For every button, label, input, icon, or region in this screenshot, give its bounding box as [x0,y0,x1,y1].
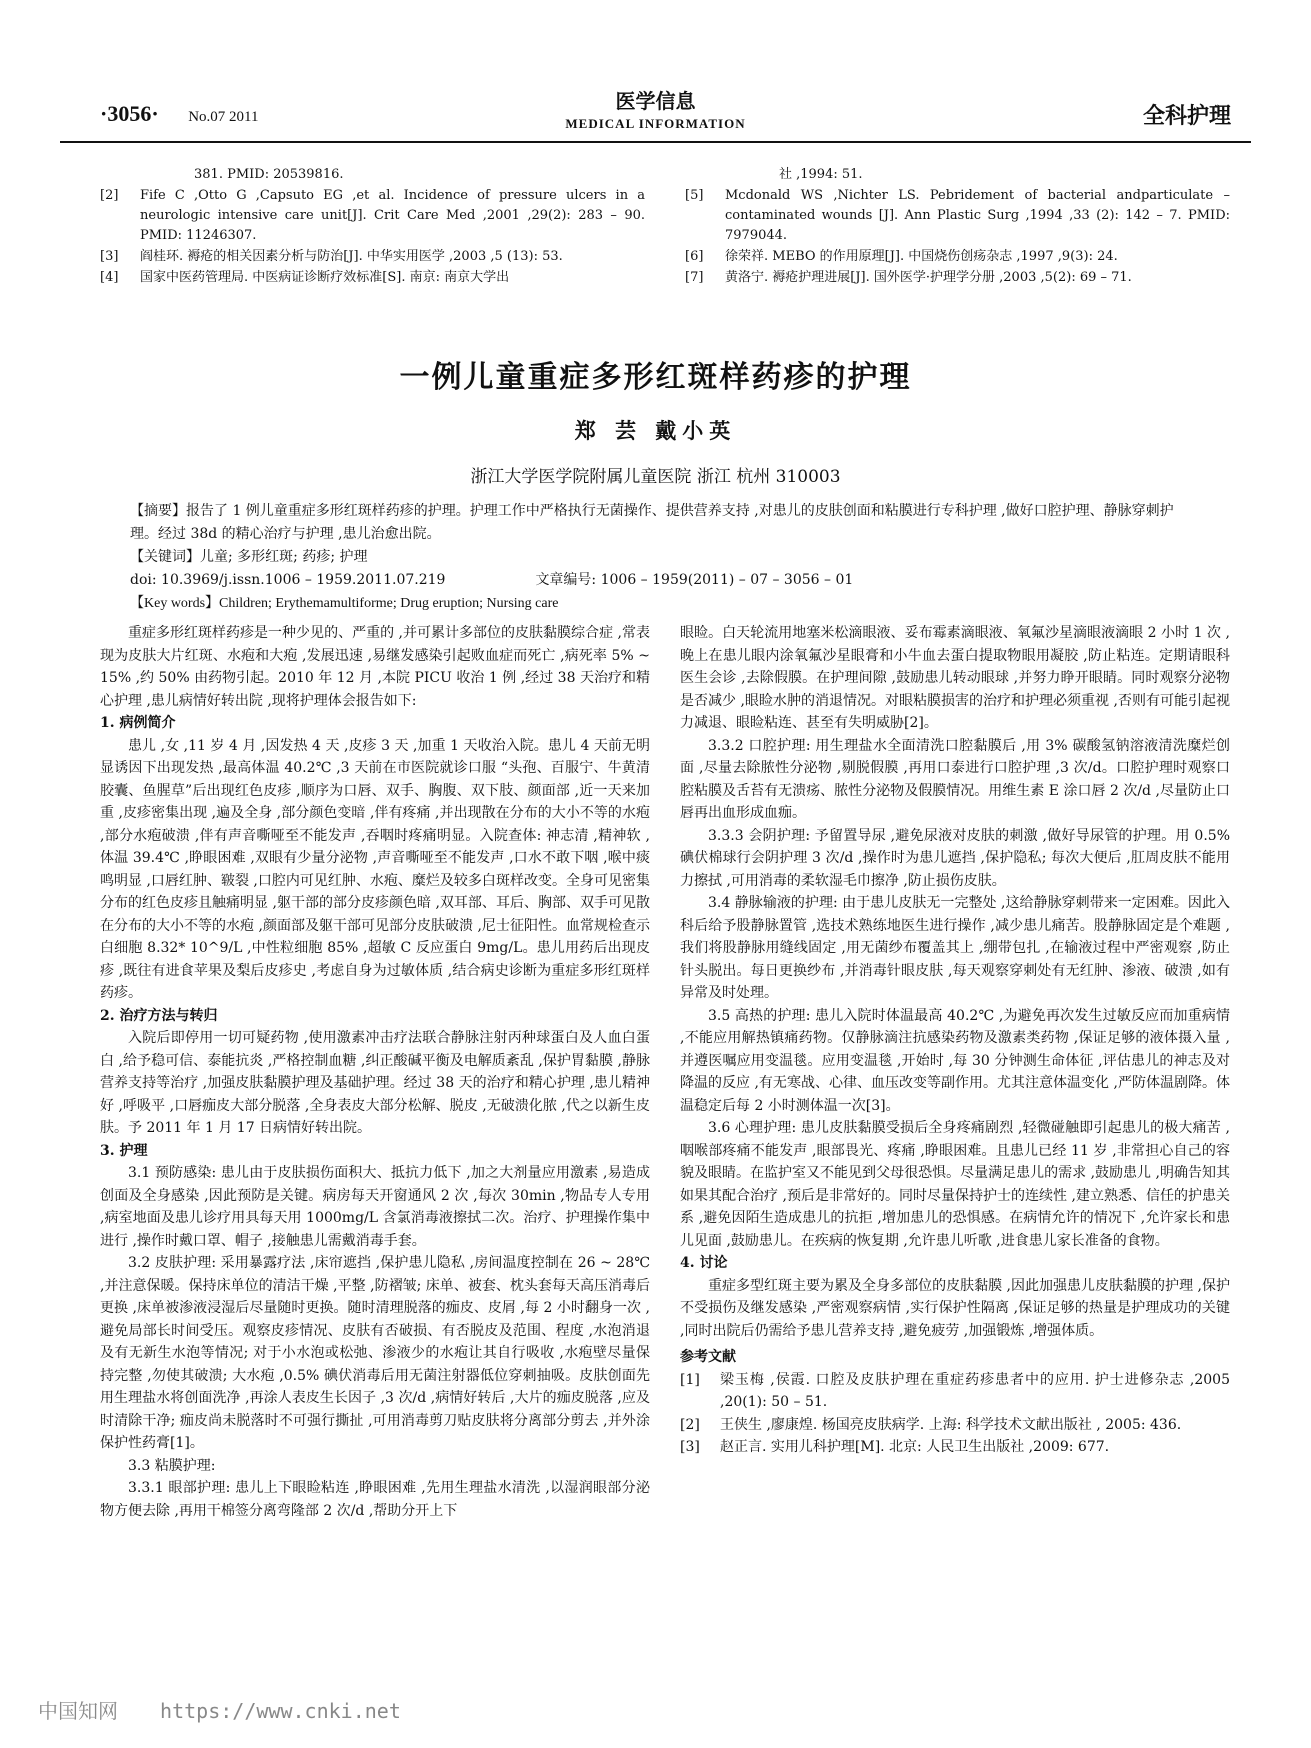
paragraph: 3.1 预防感染: 患儿由于皮肤损伤面积大、抵抗力低下 ,加之大剂量应用激素 ,易造成创面及全身感染 ,因此预防是关键。病房每天开窗通风 2 次 ,每次 30min ,物品专人专用 ,病室地面及患儿诊疗用具每天用 1000mg/L 含氯消毒液擦拭二次。治疗、护理操作集中进行 ,操作时戴口罩、帽子 ,接触患儿需戴消毒手套。 [100,1165,650,1249]
paragraph: 3.3.2 口腔护理: 用生理盐水全面清洗口腔黏膜后 ,用 3% 碳酸氢钠溶液清洗糜烂创面 ,尽量去除脓性分泌物 ,剔脱假膜 ,再用口泰进行口腔护理 ,3 次/d。口腔护理时观察口腔粘膜及舌苔有无溃疡、脓性分泌物及假膜情况。用维生素 E 涂口唇 2 次/d ,尽量防止口唇再出血形成血痂。 [680,737,1230,821]
paragraph: 重症多型红斑主要为累及全身多部位的皮肤黏膜 ,因此加强患儿皮肤黏膜的护理 ,保护不受损伤及继发感染 ,严密观察病情 ,实行保护性隔离 ,保证足够的热量是护理成功的关键 ,同时出院后仍需给予患儿营养支持 ,避免疲劳 ,加强锻炼 ,增强体质。 [680,1277,1230,1339]
reference-text: 赵正言. 实用儿科护理[M]. 北京: 人民卫生出版社 ,2009: 677. [720,1439,1110,1455]
paragraph: 重症多形红斑样药疹是一种少见的、严重的 ,并可累计多部位的皮肤黏膜综合症 ,常表现为皮肤大片红斑、水疱和大疱 ,发展迅速 ,易继发感染引起败血症而死亡 ,病死率 5% ~ 15% ,约 50% 由药物引起。2010 年 12 月 ,本院 PICU 收治 1 例 ,经过 38 天治疗和精心护理 ,患儿病情好转出院 ,现将护理体会报告如下: [100,625,650,709]
paragraph: 3.3 粘膜护理: [128,1457,216,1474]
reference-item [100,247,645,267]
article-authors: 郑 芸 戴小英 [574,418,737,443]
section-name: 全科护理 [1142,103,1231,129]
reference-number [100,165,140,185]
keywords: 【关键词】儿童; 多形红斑; 药疹; 护理 [130,549,368,565]
paragraph: 3.5 高热的护理: 患儿入院时体温最高 40.2℃ ,为避免再次发生过敏反应而加重病情 ,不能应用解热镇痛药物。仅静脉滴注抗感染药物及激素类药物 ,保证足够的液体摄入量 ,并遵医嘱应用变温毯。应用变温毯 ,开始时 ,每 30 分钟测生命体征 ,评估患儿的神志及对降温的反应 ,有无寒战、心律、血压改变等副作用。尤其注意体温变化 ,严防体温剧降。体温稳定后每 2 小时测体温一次[3]。 [680,1007,1230,1114]
journal-masthead [60,85,1251,132]
reference-item [100,186,645,246]
reference-text: 梁玉梅 ,侯霞. 口腔及皮肤护理在重症药疹患者中的应用. 护士进修杂志 ,2005 ,20(1): 50 – 51. [720,1371,1230,1410]
reference-number [685,165,725,185]
article-number: 文章编号: 1006 – 1959(2011) – 07 – 3056 – 01 [535,572,854,588]
paragraph: 患儿 ,女 ,11 岁 4 月 ,因发热 4 天 ,皮疹 3 天 ,加重 1 天收治入院。患儿 4 天前无明显诱因下出现发热 ,最高体温 40.2℃ ,3 天前在市医院就诊口服 “头孢、百服宁、牛黄清胶囊、鱼腥草”后出现红色皮疹 ,顺序为口唇、双手、胸腹、双下肢、颜面部 ,近一天来加重 ,皮疹密集出现 ,遍及全身 ,部分颜色变暗 ,伴有疼痛 ,并出现散在分布的大小不等的水疱 ,部分水疱破溃 ,伴有声音嘶哑至不能发声 ,吞咽时疼痛明显。入院查体: 神志清 ,精神软 ,体温 39.4℃ ,睁眼困难 ,双眼有少量分泌物 ,声音嘶哑至不能发声 ,口水不敢下咽 ,喉中痰鸣明显 ,口唇红肿、皲裂 ,口腔内可见红肿、水疱、糜烂及较多白斑样改变。全身可见密集分布的红色皮疹且触痛明显 ,躯干部的部分皮疹颜色暗 ,双耳部、耳后、胸部、双手可见散在分布的大小不等的水疱 ,颜面部及躯干部可见部分皮肤破溃 ,尼士征阳性。血常规检查示白细胞 8.32* 10^9/L ,中性粒细胞 85% ,超敏 C 反应蛋白 9mg/L。患儿用药后出现皮疹 ,既往有进食苹果及梨后皮疹史 ,考虑自身为过敏体质 ,结合病史诊断为重症多形红斑样药疹。 [100,737,650,1001]
reference-text: 国家中医药管理局. 中医病证诊断疗效标准[S]. 南京: 南京大学出 [140,270,510,285]
reference-item [685,186,1230,246]
reference-number: [3] [100,249,119,264]
reference-text: 黄洛宁. 褥疮护理进展[J]. 国外医学·护理学分册 ,2003 ,5(2): 69 – 71. [725,270,1132,285]
reference-item [100,165,645,185]
page-footer [38,1695,401,1724]
article-affiliation: 浙江大学医学院附属儿童医院 浙江 杭州 310003 [470,467,841,487]
paragraph: 入院后即停用一切可疑药物 ,使用激素冲击疗法联合静脉注射丙种球蛋白及人血白蛋白 ,给予稳可信、泰能抗炎 ,严格控制血糖 ,纠正酸碱平衡及电解质紊乱 ,保护胃黏膜 ,静脉营养支持等治疗 ,加强皮肤黏膜护理及基础护理。经过 38 天的治疗和精心护理 ,患儿精神好 ,呼吸平 ,口唇痂皮大部分脱落 ,全身表皮大部分松解、脱皮 ,无破溃化脓 ,代之以新生皮肤。予 2011 年 1 月 17 日病情好转出院。 [100,1030,650,1136]
section-heading: 2. 治疗方法与转归 [100,1007,218,1024]
reference-number: [4] [100,270,119,285]
doi: doi: 10.3969/j.issn.1006 – 1959.2011.07.219 [130,572,446,588]
doi-row [130,569,1200,592]
reference-item [680,1369,1230,1414]
header-rule [60,141,1251,143]
reference-number: [5] [685,188,704,203]
paragraph: 眼睑。白天轮流用地塞米松滴眼液、妥布霉素滴眼液、氧氟沙星滴眼液滴眼 2 小时 1 次 ,晚上在患儿眼内涂氧氟沙星眼膏和小牛血去蛋白提取物眼用凝胶 ,防止粘连。定期请眼科医生会诊 ,去除假膜。在护理间隙 ,鼓励患儿转动眼球 ,并努力睁开眼睛。同时观察分泌物是否减少 ,眼睑水肿的消退情况。对眼粘膜损害的治疗和护理必须重视 ,否则有可能引起视力减退、眼睑粘连、甚至有失明威胁[2]。 [680,625,1230,731]
page-header [60,85,1251,141]
reference-number: [2] [100,188,119,203]
article-meta [130,500,1200,615]
reference-number: [6] [685,249,704,264]
journal-title-cn: 医学信息 [615,89,696,113]
journal-title-en: MEDICAL INFORMATION [565,116,746,131]
reference-item [685,247,1230,267]
reference-text: 阎桂环. 褥疮的相关因素分析与防治[J]. 中华实用医学 ,2003 ,5 (13): 53. [140,249,563,264]
reference-item [680,1436,1230,1459]
keywords-en: 【Key words】Children; Erythemamultiforme; Drug eruption; Nursing care [130,596,559,611]
reference-number: [2] [680,1416,700,1433]
paragraph: 3.2 皮肤护理: 采用暴露疗法 ,床帘遮挡 ,保护患儿隐私 ,房间温度控制在 26 ~ 28℃ ,并注意保暖。保持床单位的清洁干燥 ,平整 ,防褶皱; 床单、被套、枕头套每天高压消毒后更换 ,床单被渗液浸湿后尽量随时更换。随时清理脱落的痂皮、皮屑 ,每 2 小时翻身一次 ,避免局部长时间受压。观察皮疹情况、皮肤有否破损、有否脱皮及范围、程度 ,水泡消退及有无新生水泡等情况; 对于小水泡或松弛、渗液少的水疱让其自行吸收 ,水疱壁尽量保持完整 ,勿使其破溃; 大水疱 ,0.5% 碘伏消毒后用无菌注射器低位穿刺抽吸。皮肤创面先用生理盐水将创面洗净 ,再涂人表皮生长因子 ,3 次/d ,病情好转后 ,大片的痂皮脱落 ,应及时清除干净; 痂皮尚未脱落时不可强行撕扯 ,可用消毒剪刀贴皮肤将分离部分剪去 ,并外涂保护性药膏[1]。 [100,1255,650,1451]
reference-text: 徐荣祥. MEBO 的作用原理[J]. 中国烧伤创疡杂志 ,1997 ,9(3): 24. [725,249,1118,264]
abstract: 【摘要】报告了 1 例儿童重症多形红斑样药疹的护理。护理工作中严格执行无菌操作、提供营养支持 ,对患儿的皮肤创面和粘膜进行专科护理 ,做好口腔护理、静脉穿刺护理。经过 38d 的精心治疗与护理 ,患儿治愈出院。 [130,503,1174,542]
prev-refs-left [100,165,645,289]
footer-site-name: 中国知网 [38,1699,118,1723]
article-title: 一例儿童重症多形红斑样药疹的护理 [399,360,912,395]
page-number: ·3056· [100,101,159,126]
section-heading: 3. 护理 [100,1142,148,1159]
paragraph: 3.6 心理护理: 患儿皮肤黏膜受损后全身疼痛剧烈 ,轻微碰触即引起患儿的极大痛苦 ,咽喉部疼痛不能发声 ,眼部畏光、疼痛 ,睁眼困难。且患儿已经 11 岁 ,非常担心自己的容貌及眼睛。在监护室又不能见到父母很恐惧。尽量满足患儿的需求 ,鼓励患儿 ,明确告知其如果其配合治疗 ,预后是非常好的。同时尽量保持护士的连续性 ,建立熟悉、信任的护患关系 ,避免因陌生造成患儿的抗拒 ,增加患儿的恐惧感。在病情允许的情况下 ,允许家长和患儿见面 ,鼓励患儿。在疾病的恢复期 ,允许患儿听歌 ,进食患儿家长准备的食物。 [680,1120,1230,1249]
issue-number: No.07 2011 [188,109,259,125]
footer-url[interactable]: https://www.cnki.net [160,1699,401,1723]
paragraph: 3.3.1 眼部护理: 患儿上下眼睑粘连 ,睁眼困难 ,先用生理盐水清洗 ,以湿润眼部分泌物方便去除 ,再用干棉签分离弯隆部 2 次/d ,帮助分开上下 [100,1480,650,1519]
reference-item [680,1414,1230,1437]
body-column-right [680,622,1230,1459]
reference-item [685,268,1230,288]
paragraph: 3.4 静脉输液的护理: 由于患儿皮肤无一完整处 ,这给静脉穿刺带来一定困难。因此入科后给予股静脉置管 ,选技术熟练地医生进行操作 ,减少患儿痛苦。股静脉固定是个难题 ,我们将股静脉用缝线固定 ,用无菌纱布覆盖其上 ,绷带包扎 ,在输液过程中严密观察 ,防止针头脱出。每日更换纱布 ,并消毒针眼皮肤 ,每天观察穿刺处有无红肿、渗液、破溃 ,如有异常及时处理。 [680,895,1230,1001]
reference-text: Fife C ,Otto G ,Capsuto EG ,et al. Incidence of pressure ulcers in a neurologic intensive care unit[J]. Crit Care Med ,2001 ,29(2): 283 – 90. PMID: 11246307. [140,188,645,243]
reference-text: 381. PMID: 20539816. [194,167,344,182]
reference-number: [7] [685,270,704,285]
reference-text: 王侠生 ,廖康煌. 杨国亮皮肤病学. 上海: 科学技术文献出版社 , 2005: 436. [720,1416,1182,1433]
paragraph: 3.3.3 会阴护理: 予留置导尿 ,避免尿液对皮肤的刺激 ,做好导尿管的护理。用 0.5% 碘伏棉球行会阴护理 3 次/d ,操作时为患儿遮挡 ,保护隐私; 每次大便后 ,肛周皮肤不能用力擦拭 ,可用消毒的柔软湿毛巾擦净 ,防止损伤皮肤。 [680,827,1230,889]
reference-item [685,165,1230,185]
reference-text: Mcdonald WS ,Nichter LS. Pebridement of bacterial andparticulate – contaminated wounds [J]. Ann Plastic Surg ,1994 ,33 (2): 142 – 7. PMID: 7979044. [725,188,1230,243]
reference-text: 社 ,1994: 51. [779,167,863,182]
prev-refs-right [685,165,1230,289]
section-heading: 1. 病例简介 [100,715,176,731]
references-heading: 参考文献 [680,1349,736,1365]
section-heading: 4. 讨论 [680,1255,728,1271]
reference-number: [1] [680,1371,700,1388]
body-column-left [100,622,650,1522]
reference-number: [3] [680,1439,700,1455]
reference-item [100,268,645,288]
